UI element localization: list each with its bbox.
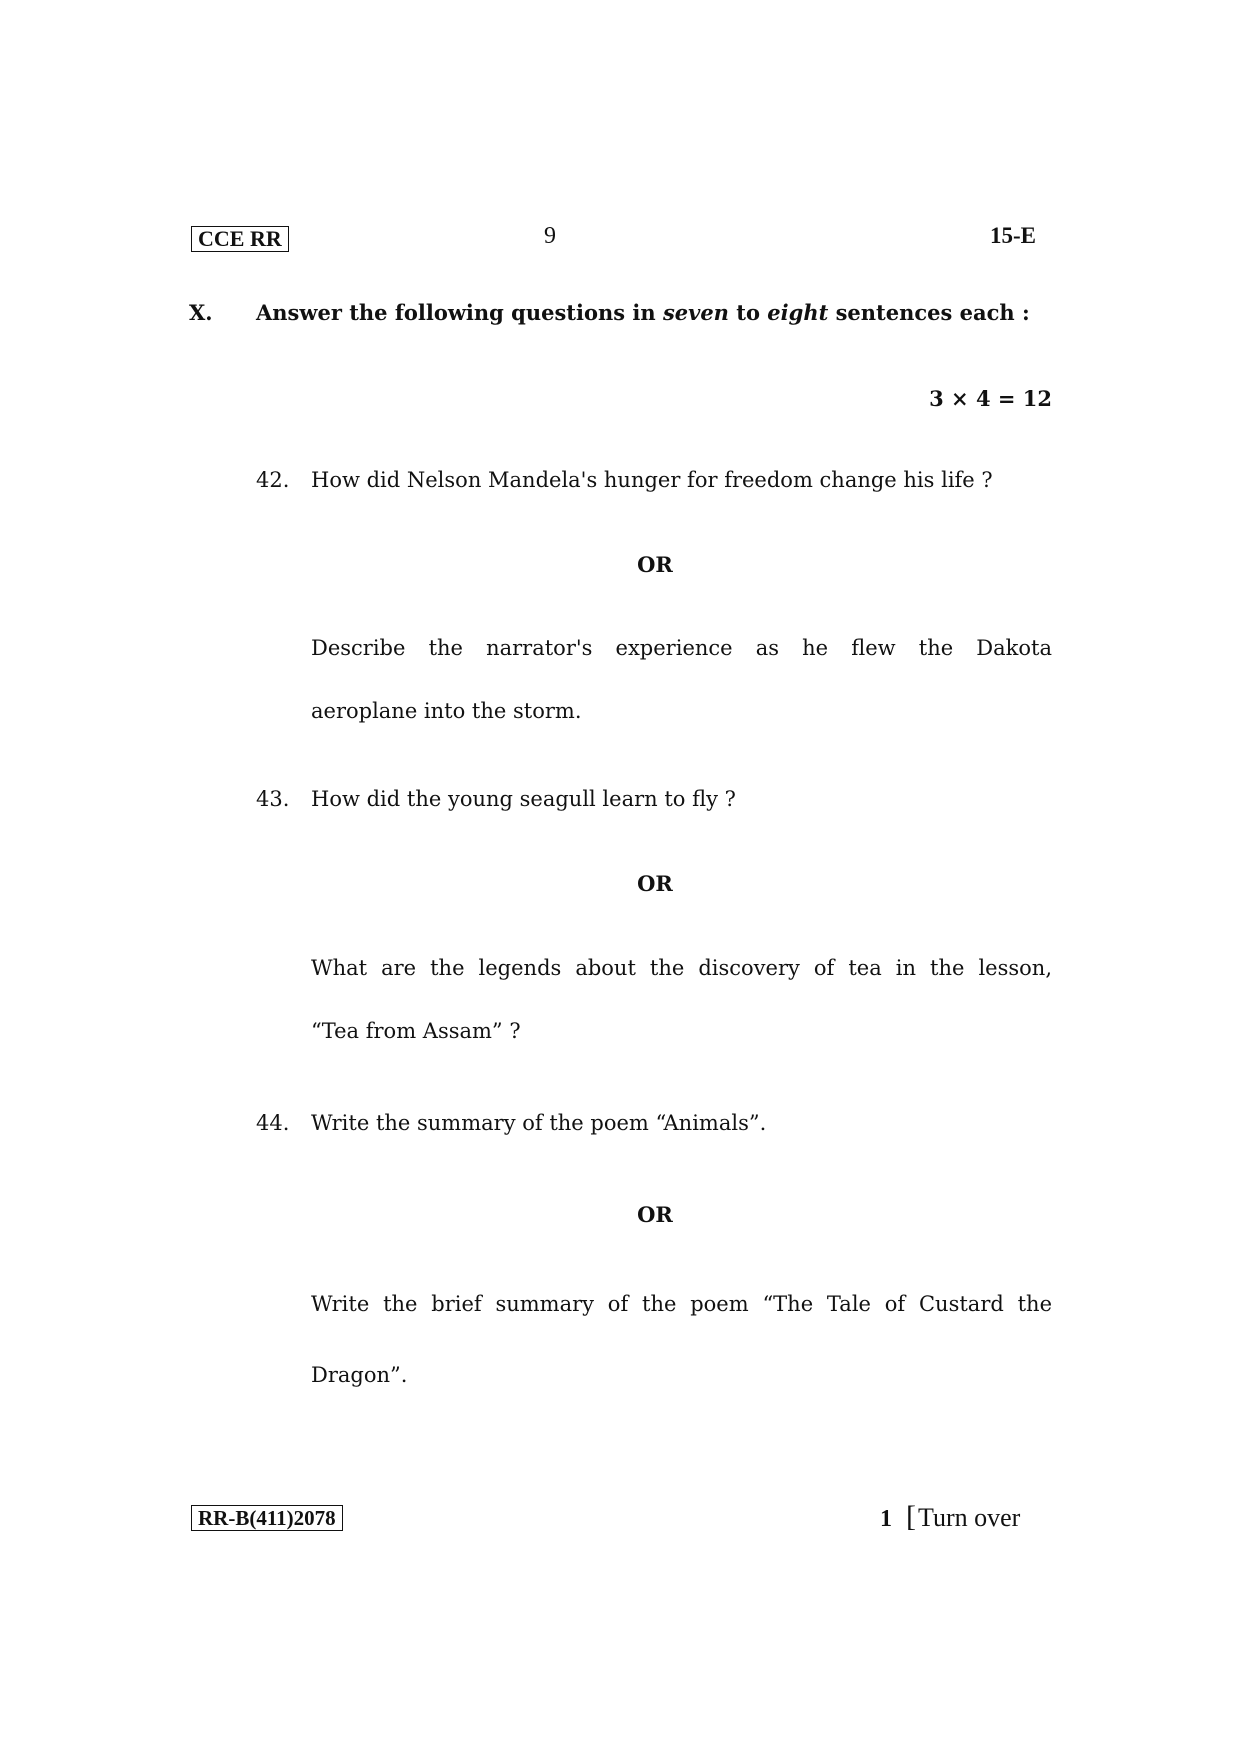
- or-label: OR: [637, 871, 673, 896]
- alternative-question: [311, 953, 1052, 1046]
- or-label: OR: [637, 1202, 673, 1227]
- or-label: OR: [637, 552, 673, 577]
- marks-allocation: 3 × 4 = 12: [929, 386, 1052, 411]
- footer-page-number: 1: [880, 1506, 892, 1532]
- alternative-question-line: “Tea from Assam” ?: [311, 1019, 521, 1043]
- alternative-question-line: aeroplane into the storm.: [311, 699, 582, 723]
- turn-over-label: Turn over: [918, 1503, 1021, 1532]
- alternative-question: [311, 1289, 1052, 1390]
- instruction-text-pre: Answer the following questions in: [256, 300, 663, 325]
- alternative-question: [311, 633, 1052, 726]
- question-number: 42.: [256, 468, 290, 492]
- instruction-emphasis-eight: eight: [767, 300, 829, 325]
- section-number: X.: [189, 300, 213, 325]
- question-paper-code: 15-E: [990, 223, 1036, 248]
- question-number: 44.: [256, 1111, 290, 1135]
- question-number: 43.: [256, 787, 290, 811]
- question-text: How did Nelson Mandela's hunger for freedom change his life ?: [311, 468, 993, 492]
- question-text: Write the summary of the poem “Animals”.: [311, 1111, 767, 1135]
- question-text: How did the young seagull learn to fly ?: [311, 787, 736, 811]
- section-instruction: [256, 300, 1030, 325]
- bracket-symbol: [: [906, 1500, 916, 1533]
- paper-code-label: CCE RR: [191, 226, 289, 252]
- instruction-emphasis-seven: seven: [662, 300, 729, 325]
- instruction-text-mid: to: [728, 300, 768, 325]
- footer-page-info: [880, 1500, 1020, 1534]
- page-number: 9: [544, 223, 556, 249]
- alternative-question-line: Dragon”.: [311, 1363, 408, 1387]
- alternative-question-line: Write the brief summary of the poem “The Tale of Custard the: [311, 1292, 1052, 1316]
- alternative-question-line: What are the legends about the discovery of tea in the lesson,: [311, 956, 1052, 980]
- alternative-question-line: Describe the narrator's experience as he flew the Dakota: [311, 636, 1052, 660]
- booklet-code: RR-B(411)2078: [191, 1505, 343, 1531]
- instruction-text-post: sentences each :: [828, 300, 1030, 325]
